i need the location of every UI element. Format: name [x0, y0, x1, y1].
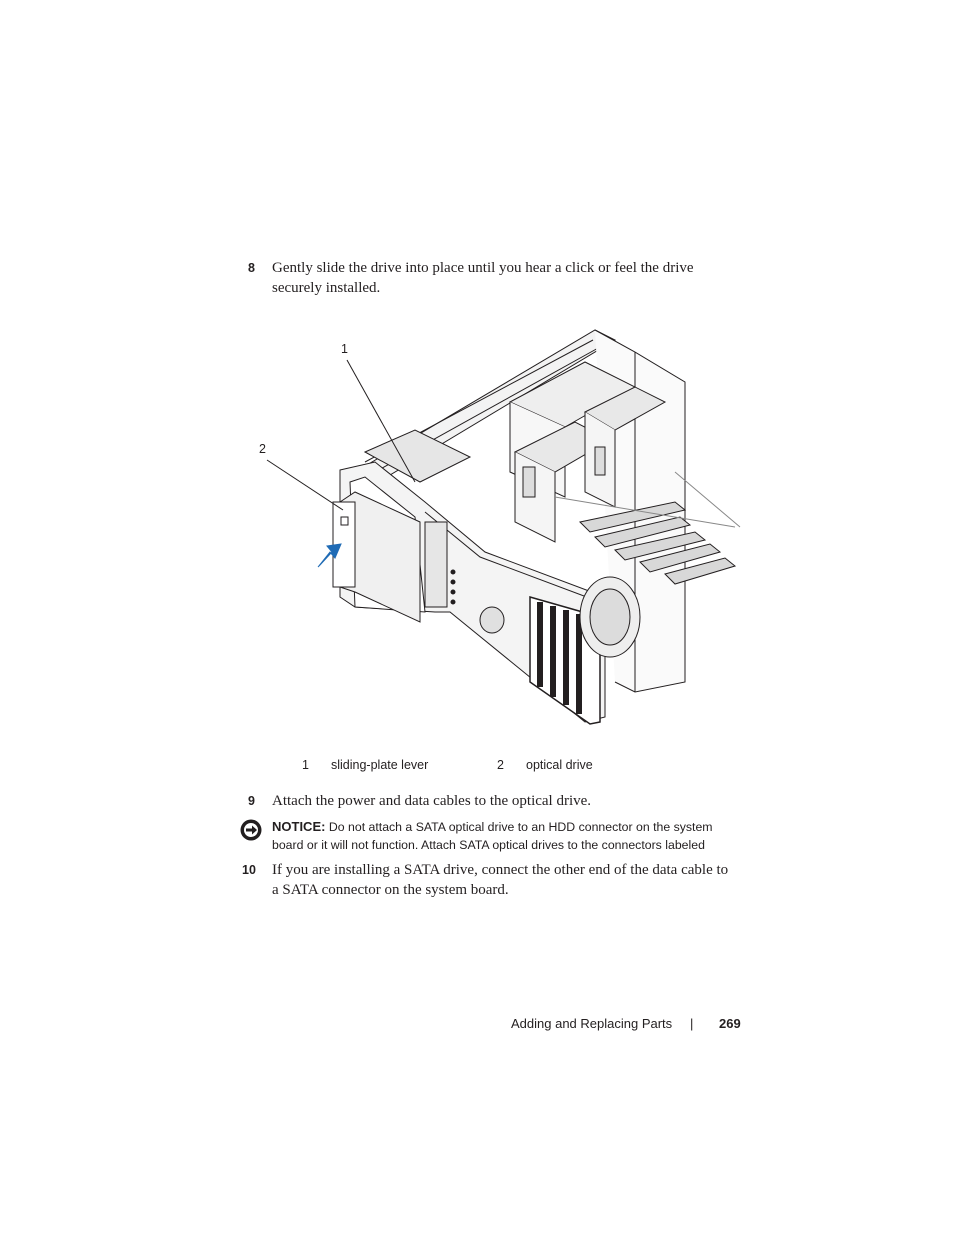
computer-illustration: [255, 322, 745, 732]
step-10: [242, 861, 748, 900]
legend-number-1: 1: [302, 758, 309, 772]
step-text: Attach the power and data cables to the optical drive.: [272, 793, 592, 809]
step-number: 9: [248, 794, 255, 808]
legend-label-1: sliding-plate lever: [331, 758, 429, 772]
step-text: If you are installing a SATA drive, connect the other end of the data cable to a SATA connector on the system board.: [272, 862, 729, 898]
step-9: [248, 792, 748, 812]
footer-separator: |: [690, 1016, 694, 1031]
notice-label: NOTICE:: [272, 819, 326, 834]
page-number: 269: [719, 1016, 741, 1031]
step-number: 10: [242, 863, 256, 877]
legend-number-2: 2: [497, 758, 504, 772]
callout-1: 1: [341, 342, 348, 356]
step-text: Gently slide the drive into place until you hear a click or feel the drive securely installed.: [272, 260, 694, 296]
footer-section-title: Adding and Replacing Parts: [511, 1016, 673, 1031]
notice-text: Do not attach a SATA optical drive to an HDD connector on the system board or it will not function. Attach SATA optical drives to the connectors labeled: [272, 820, 713, 852]
callout-2: 2: [259, 442, 266, 456]
legend-label-2: optical drive: [526, 758, 593, 772]
step-8: [248, 259, 748, 298]
step-number: 8: [248, 261, 255, 275]
notice: [240, 818, 740, 854]
notice-icon: [240, 819, 262, 841]
